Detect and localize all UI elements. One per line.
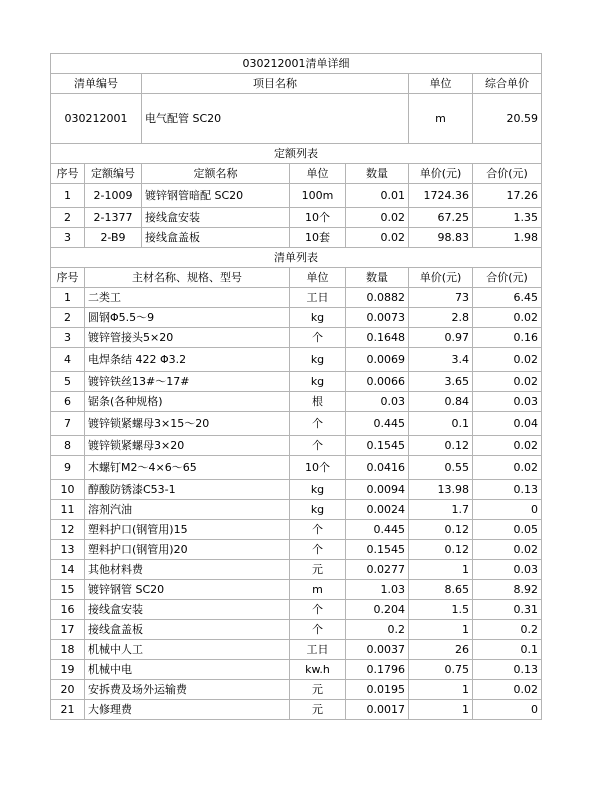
material-price: 1 [409, 560, 473, 580]
quota-header-qty: 数量 [346, 164, 409, 184]
material-no: 9 [51, 456, 85, 480]
material-no: 17 [51, 620, 85, 640]
material-price: 0.75 [409, 660, 473, 680]
material-unit: 个 [290, 540, 346, 560]
material-unit: 元 [290, 700, 346, 720]
material-qty: 0.0066 [346, 372, 409, 392]
material-qty: 0.1648 [346, 328, 409, 348]
material-unit: kg [290, 308, 346, 328]
summary-header-row [51, 74, 542, 94]
page-title: 030212001清单详细 [51, 54, 542, 74]
material-name: 镀锌锁紧螺母3×20 [85, 436, 290, 456]
material-name: 机械中电 [85, 660, 290, 680]
material-name: 溶剂汽油 [85, 500, 290, 520]
material-row [51, 660, 542, 680]
material-qty: 0.0037 [346, 640, 409, 660]
material-total: 0.02 [473, 436, 542, 456]
material-name: 其他材料费 [85, 560, 290, 580]
quota-unit: 100m [290, 184, 346, 208]
quota-code: 2-1377 [85, 208, 142, 228]
material-name: 接线盒盖板 [85, 620, 290, 640]
material-section-title: 清单列表 [51, 248, 542, 268]
material-total: 0.31 [473, 600, 542, 620]
quota-header-no: 序号 [51, 164, 85, 184]
material-qty: 0.0416 [346, 456, 409, 480]
material-unit: 个 [290, 620, 346, 640]
material-total: 0.13 [473, 480, 542, 500]
material-qty: 1.03 [346, 580, 409, 600]
material-no: 3 [51, 328, 85, 348]
summary-header-unit: 单位 [409, 74, 473, 94]
material-unit: 个 [290, 412, 346, 436]
material-total: 0.16 [473, 328, 542, 348]
material-header-unit: 单位 [290, 268, 346, 288]
material-unit: 个 [290, 600, 346, 620]
material-qty: 0.1545 [346, 436, 409, 456]
material-unit: kg [290, 372, 346, 392]
material-no: 20 [51, 680, 85, 700]
quota-header-price: 单价(元) [409, 164, 473, 184]
summary-name: 电气配管 SC20 [142, 94, 409, 144]
material-row [51, 680, 542, 700]
material-no: 21 [51, 700, 85, 720]
material-name: 机械中人工 [85, 640, 290, 660]
material-price: 0.97 [409, 328, 473, 348]
material-total: 0 [473, 700, 542, 720]
material-unit: m [290, 580, 346, 600]
material-total: 0.02 [473, 348, 542, 372]
material-section-title-row [51, 248, 542, 268]
material-row [51, 412, 542, 436]
quota-header-total: 合价(元) [473, 164, 542, 184]
quota-section-title-row [51, 144, 542, 164]
material-row [51, 560, 542, 580]
material-row [51, 348, 542, 372]
material-name: 安拆费及场外运输费 [85, 680, 290, 700]
material-price: 73 [409, 288, 473, 308]
material-qty: 0.0069 [346, 348, 409, 372]
quota-unit: 10个 [290, 208, 346, 228]
material-no: 5 [51, 372, 85, 392]
material-header-row [51, 268, 542, 288]
quota-name: 镀锌钢管暗配 SC20 [142, 184, 290, 208]
material-name: 二类工 [85, 288, 290, 308]
material-qty: 0.1796 [346, 660, 409, 680]
quota-no: 1 [51, 184, 85, 208]
material-qty: 0.0024 [346, 500, 409, 520]
material-qty: 0.0882 [346, 288, 409, 308]
material-price: 1.5 [409, 600, 473, 620]
quota-qty: 0.02 [346, 208, 409, 228]
material-price: 0.12 [409, 436, 473, 456]
material-no: 16 [51, 600, 85, 620]
material-price: 0.12 [409, 540, 473, 560]
title-row [51, 54, 542, 74]
material-qty: 0.2 [346, 620, 409, 640]
material-no: 18 [51, 640, 85, 660]
quota-qty: 0.02 [346, 228, 409, 248]
material-row [51, 620, 542, 640]
material-unit: 工日 [290, 640, 346, 660]
material-unit: kw.h [290, 660, 346, 680]
material-name: 镀锌钢管 SC20 [85, 580, 290, 600]
material-total: 0.13 [473, 660, 542, 680]
material-no: 8 [51, 436, 85, 456]
material-header-name: 主材名称、规格、型号 [85, 268, 290, 288]
material-qty: 0.0017 [346, 700, 409, 720]
material-price: 2.8 [409, 308, 473, 328]
quota-code: 2-B9 [85, 228, 142, 248]
material-price: 3.4 [409, 348, 473, 372]
material-total: 0.02 [473, 540, 542, 560]
quota-no: 2 [51, 208, 85, 228]
material-no: 2 [51, 308, 85, 328]
material-qty: 0.204 [346, 600, 409, 620]
material-name: 电焊条结 422 Φ3.2 [85, 348, 290, 372]
material-unit: 根 [290, 392, 346, 412]
material-qty: 0.445 [346, 520, 409, 540]
material-total: 0.03 [473, 392, 542, 412]
material-total: 0 [473, 500, 542, 520]
quota-price: 98.83 [409, 228, 473, 248]
material-row [51, 700, 542, 720]
material-total: 8.92 [473, 580, 542, 600]
material-header-qty: 数量 [346, 268, 409, 288]
quota-header-code: 定额编号 [85, 164, 142, 184]
material-no: 19 [51, 660, 85, 680]
quota-row [51, 184, 542, 208]
summary-header-price: 综合单价 [473, 74, 542, 94]
quota-section-title: 定额列表 [51, 144, 542, 164]
material-qty: 0.445 [346, 412, 409, 436]
material-row [51, 580, 542, 600]
material-no: 15 [51, 580, 85, 600]
material-name: 醇酸防锈漆C53-1 [85, 480, 290, 500]
summary-header-name: 项目名称 [142, 74, 409, 94]
material-price: 1 [409, 700, 473, 720]
material-qty: 0.0094 [346, 480, 409, 500]
quota-qty: 0.01 [346, 184, 409, 208]
summary-unit: m [409, 94, 473, 144]
material-name: 木螺钉M2～4×6～65 [85, 456, 290, 480]
material-unit: kg [290, 480, 346, 500]
material-price: 0.12 [409, 520, 473, 540]
material-name: 塑料护口(钢管用)15 [85, 520, 290, 540]
material-no: 13 [51, 540, 85, 560]
material-total: 0.02 [473, 372, 542, 392]
quota-row [51, 208, 542, 228]
material-header-total: 合价(元) [473, 268, 542, 288]
material-no: 6 [51, 392, 85, 412]
material-price: 8.65 [409, 580, 473, 600]
material-total: 0.02 [473, 680, 542, 700]
material-header-no: 序号 [51, 268, 85, 288]
quota-total: 1.98 [473, 228, 542, 248]
material-total: 0.1 [473, 640, 542, 660]
quota-header-unit: 单位 [290, 164, 346, 184]
material-qty: 0.03 [346, 392, 409, 412]
material-name: 圆钢Φ5.5～9 [85, 308, 290, 328]
material-total: 0.2 [473, 620, 542, 640]
material-row [51, 288, 542, 308]
quota-header-row [51, 164, 542, 184]
material-qty: 0.0073 [346, 308, 409, 328]
material-price: 1 [409, 680, 473, 700]
material-qty: 0.0277 [346, 560, 409, 580]
summary-row [51, 94, 542, 144]
material-price: 3.65 [409, 372, 473, 392]
material-row [51, 540, 542, 560]
material-total: 0.02 [473, 456, 542, 480]
material-name: 镀锌锁紧螺母3×15～20 [85, 412, 290, 436]
material-row [51, 372, 542, 392]
material-name: 镀锌铁丝13#～17# [85, 372, 290, 392]
material-total: 6.45 [473, 288, 542, 308]
material-unit: kg [290, 348, 346, 372]
material-price: 1.7 [409, 500, 473, 520]
material-total: 0.03 [473, 560, 542, 580]
quota-name: 接线盒盖板 [142, 228, 290, 248]
bill-detail-table [50, 53, 542, 720]
material-row [51, 328, 542, 348]
material-row [51, 520, 542, 540]
material-no: 7 [51, 412, 85, 436]
material-name: 塑料护口(钢管用)20 [85, 540, 290, 560]
material-no: 1 [51, 288, 85, 308]
material-name: 大修理费 [85, 700, 290, 720]
material-row [51, 392, 542, 412]
summary-header-code: 清单编号 [51, 74, 142, 94]
material-price: 0.1 [409, 412, 473, 436]
material-unit: 10个 [290, 456, 346, 480]
material-price: 13.98 [409, 480, 473, 500]
summary-price: 20.59 [473, 94, 542, 144]
material-row [51, 640, 542, 660]
material-no: 14 [51, 560, 85, 580]
material-unit: 个 [290, 520, 346, 540]
material-price: 26 [409, 640, 473, 660]
material-total: 0.05 [473, 520, 542, 540]
quota-code: 2-1009 [85, 184, 142, 208]
quota-unit: 10套 [290, 228, 346, 248]
material-total: 0.02 [473, 308, 542, 328]
material-row [51, 500, 542, 520]
material-row [51, 436, 542, 456]
material-price: 1 [409, 620, 473, 640]
quota-header-name: 定额名称 [142, 164, 290, 184]
summary-code: 030212001 [51, 94, 142, 144]
material-total: 0.04 [473, 412, 542, 436]
quota-row [51, 228, 542, 248]
material-unit: 元 [290, 680, 346, 700]
material-unit: 个 [290, 328, 346, 348]
material-no: 12 [51, 520, 85, 540]
material-row [51, 480, 542, 500]
material-qty: 0.1545 [346, 540, 409, 560]
quota-no: 3 [51, 228, 85, 248]
material-unit: 元 [290, 560, 346, 580]
material-row [51, 456, 542, 480]
material-no: 4 [51, 348, 85, 372]
material-price: 0.84 [409, 392, 473, 412]
material-row [51, 308, 542, 328]
material-no: 11 [51, 500, 85, 520]
quota-total: 17.26 [473, 184, 542, 208]
material-unit: kg [290, 500, 346, 520]
material-name: 锯条(各种规格) [85, 392, 290, 412]
material-no: 10 [51, 480, 85, 500]
material-name: 接线盒安装 [85, 600, 290, 620]
material-price: 0.55 [409, 456, 473, 480]
quota-name: 接线盒安装 [142, 208, 290, 228]
quota-price: 1724.36 [409, 184, 473, 208]
material-unit: 个 [290, 436, 346, 456]
material-qty: 0.0195 [346, 680, 409, 700]
quota-price: 67.25 [409, 208, 473, 228]
material-name: 镀锌管接头5×20 [85, 328, 290, 348]
material-header-price: 单价(元) [409, 268, 473, 288]
material-row [51, 600, 542, 620]
material-unit: 工日 [290, 288, 346, 308]
quota-total: 1.35 [473, 208, 542, 228]
